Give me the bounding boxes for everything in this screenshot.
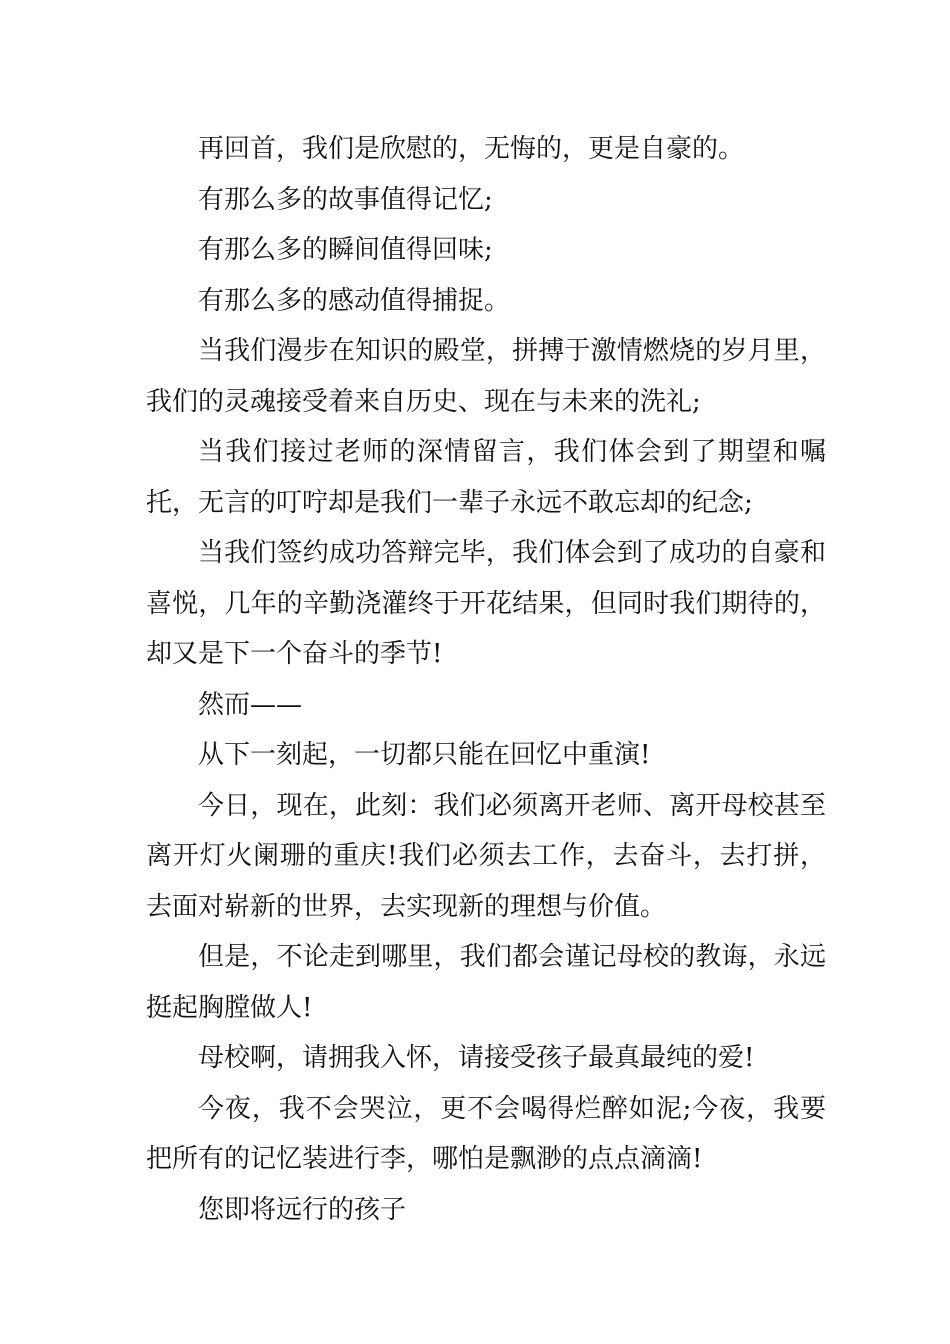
paragraph: 有那么多的瞬间值得回味; <box>198 235 493 265</box>
paragraph: 然而—— <box>198 689 303 720</box>
paragraph: 当我们接过老师的深情留言，我们体会到了期望和嘱托，无言的叮咛却是我们一辈子永远不敢忘却的纪念; <box>146 437 826 518</box>
document-body <box>146 124 826 1235</box>
paragraph: 今日，现在，此刻：我们必须离开老师、离开母校甚至离开灯火阑珊的重庆!我们必须去工作，去奋斗，去打拼，去面对崭新的世界，去实现新的理想与价值。 <box>146 790 826 922</box>
paragraph: 但是，不论走到哪里，我们都会谨记母校的教诲，永远挺起胸膛做人! <box>146 942 826 1023</box>
paragraph: 今夜，我不会哭泣，更不会喝得烂醉如泥;今夜，我要把所有的记忆装进行李，哪怕是飘渺的点点滴滴! <box>146 1093 826 1174</box>
paragraph: 您即将远行的孩子 <box>198 1194 407 1225</box>
paragraph: 当我们漫步在知识的殿堂，拼搏于激情燃烧的岁月里，我们的灵魂接受着来自历史、现在与未来的洗礼; <box>146 336 826 417</box>
paragraph: 有那么多的感动值得捕捉。 <box>198 285 511 316</box>
paragraph: 当我们签约成功答辩完毕，我们体会到了成功的自豪和喜悦，几年的辛勤浇灌终于开花结果，但同时我们期待的，却又是下一个奋斗的季节! <box>146 538 826 669</box>
paragraph: 有那么多的故事值得记忆; <box>198 184 493 215</box>
paragraph: 母校啊，请拥我入怀，请接受孩子最真最纯的爱! <box>198 1043 755 1073</box>
paragraph: 从下一刻起，一切都只能在回忆中重演! <box>198 740 651 770</box>
paragraph: 再回首，我们是欣慰的，无悔的，更是自豪的。 <box>198 134 745 164</box>
